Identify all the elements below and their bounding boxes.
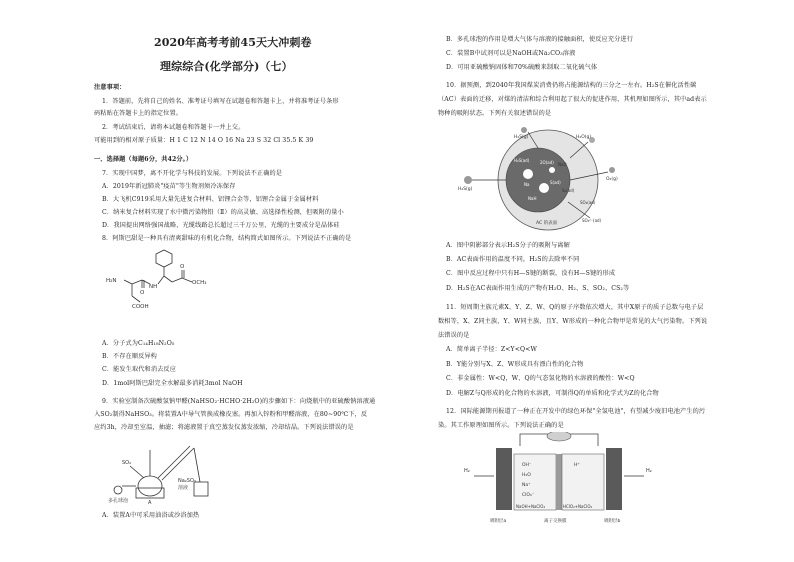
- q10-stem-line: 10．据预测，到2040年我国煤炭消费仍将占能源结构的三分之一左右。H₂S在催化活性碳: [446, 82, 697, 89]
- q7-option-c: C．纳米复合材料实现了水中微污染物铅（Ⅱ）的高灵敏、高选择性检测，但吸附的量小: [102, 209, 344, 216]
- mech-s2: S₂(ad): [562, 188, 575, 193]
- mech-h2s-top: H₂S(g): [514, 135, 529, 140]
- cell-elec-a: 吸附层a: [490, 519, 507, 524]
- mech-o-ad: 2O(ad): [540, 160, 554, 165]
- mech-so2: SO₂(ad): [580, 200, 596, 205]
- exam-title: 2020年高考考前45天大冲刺卷: [154, 36, 312, 49]
- cell-h2-right: H₂: [646, 468, 652, 474]
- q9-stem-line: 9．实验室制备次硫酸氢钠甲醛(NaHSO₂·HCHO·2H₂O)的步骤如下：向烧瓶中的亚硫酸钠溶液通: [102, 398, 376, 405]
- electrode-a: [496, 448, 512, 510]
- cell-elec-b: 吸附层b: [604, 519, 621, 524]
- mech-nao: NaO: [558, 162, 567, 167]
- struct-nh: NH: [149, 284, 158, 290]
- ion-exchange-membrane: [556, 454, 562, 510]
- q8-option-a: A．分子式为C₁₄H₁₈N₂O₅: [102, 340, 175, 347]
- cell-diagram: [460, 432, 660, 530]
- q10-option-d: D．H₂S在AC表面作用生成的产物有H₂O、H₂、S、SO₂、CS₂等: [446, 285, 630, 292]
- q7-option-b: B．大飞机C919采用大量先进复合材料、铝锂合金等，铝锂合金属于金属材料: [102, 196, 319, 203]
- q7-option-d: D．我国提出网络强国战略，光缆线路总长超过三千万公里，光缆的主要成分是晶体硅: [102, 222, 340, 229]
- q8-option-b: B．不存在顺反异构: [102, 353, 157, 360]
- q7-option-a: A．2019年新冠肺炎"疫苗"等生物剂须冷冻保存: [102, 183, 236, 190]
- notice-item: 2．考试结束后，请将本试题卷和答题卡一并上交。: [102, 124, 245, 131]
- atomic-masses: 可能用到的相对原子质量：H 1 C 12 N 14 O 16 Na 23 S 32 Cl 35.5 K 39: [94, 137, 314, 144]
- q11-option-a: A．简单离子半径：Z<Y<Q<W: [446, 346, 537, 353]
- q12-stem-line: 12．国际能源期刊报道了一种正在开发中的绿色环保"全氢电池"，有望减少废旧电池产生的污: [446, 408, 706, 415]
- q7-stem: 7．实现中国梦，离不开化学与科技的发展。下列说法不正确的是: [102, 170, 283, 177]
- left-column: [94, 0, 394, 562]
- q8-option-c: C．能发生取代和消去反应: [102, 366, 176, 373]
- q12-stem-line: 染。其工作原理如图所示。下列说法正确的是: [438, 422, 564, 429]
- mech-h2s-left: H₂S(g): [458, 187, 473, 192]
- cell-na: Na⁺: [522, 483, 531, 488]
- q8-option-d: D．1mol阿斯巴甜完全水解最多消耗3mol NaOH: [102, 380, 243, 387]
- q10-option-a: A．图中阴影部分表示H₂S分子的吸附与离解: [446, 242, 570, 249]
- q11-stem-line: 11．短周期主族元素X、Y、Z、W、Q的原子序数依次增大，其中X原子的质子总数与电子层: [446, 304, 704, 311]
- mechanism-diagram: [458, 122, 638, 234]
- electrode-b: [606, 448, 622, 510]
- q11-option-d: D．电解Z与Q形成的化合物的水溶液，可制得Q的单质和化学式为Z的化合物: [446, 390, 659, 397]
- cell-left-sol: NaOH+NaClO₄: [516, 504, 546, 509]
- apparatus-figure: [108, 436, 228, 506]
- app-stir: 多孔球泡: [108, 498, 129, 504]
- struct-cooh: COOH: [132, 304, 149, 310]
- q10-option-c: C．图中反应过程中只有H—S键的断裂，没有H—S键的形成: [446, 270, 616, 277]
- struct-och3: OCH₃: [192, 280, 207, 286]
- q9-stem-line: 应约3h，冷却至室温，抽滤；将滤液置于真空蒸发仪蒸发浓缩，冷却结晶。下列说法错误的是: [94, 424, 354, 431]
- section-heading: 一、选择题（每题6分，共42分。）: [94, 156, 193, 163]
- cell-h2-left: H₂: [464, 468, 470, 474]
- q10-stem-line: 物种的吸附状态。下列有关叙述错误的是: [438, 110, 552, 117]
- mech-h2o: H₂O(g): [576, 135, 592, 140]
- struct-o-bottom: O: [140, 290, 145, 296]
- mech-so4: SO₄²⁻(ad): [582, 218, 602, 223]
- q8-stem: 8．阿斯巴甜是一种具有清爽甜味的有机化合物，结构简式如图所示。下列说法不正确的是: [102, 235, 352, 242]
- app-na2so3: Na₂SO₃: [178, 478, 196, 484]
- q9-option-a: A．装置A中可采用油浴或沙浴加热: [102, 512, 200, 519]
- mech-ac: AC 的表面: [536, 221, 558, 226]
- q11-stem-line: 数相等，X、Z同主族，Y、W同主族，且Y、W形成的一种化合物甲是常见的大气污染物。下列说: [438, 318, 708, 325]
- q10-option-b: B．AC表面作用的温度不同，H₂S的去除率不同: [446, 256, 580, 263]
- q9-option-b: B．多孔球泡的作用是增大气体与溶液的接触面积，使反应充分进行: [446, 36, 633, 43]
- exam-subtitle: 理综综合(化学部分)（七）: [160, 60, 293, 73]
- notice-item: 1．答题前，先将自己的姓名、准考证号填写在试题卷和答题卡上，并将准考证号条形: [102, 98, 339, 105]
- q11-option-c: C．非金属性：W<Q，W、Q的气态氢化物的水溶液的酸性：W<Q: [446, 375, 635, 382]
- right-column: [438, 0, 750, 562]
- cell-right-sol: HClO₄+NaClO₄: [563, 504, 593, 509]
- notice-item: 码粘贴在答题卡上的指定位置。: [94, 110, 183, 117]
- app-solution: 溶液: [178, 485, 189, 491]
- app-so2: SO₂: [122, 460, 132, 466]
- q9-option-d: D．可用亚硫酸钠固体和70%硫酸来制取二氧化硫气体: [446, 64, 598, 71]
- mech-nah: NaH: [528, 196, 537, 201]
- cell-oh: OH⁻: [522, 463, 532, 468]
- aspartame-structure: [102, 246, 242, 326]
- struct-h2n: H₂N: [106, 278, 117, 284]
- cell-h-plus: H⁺: [574, 463, 580, 468]
- mech-s-ad: S(ad): [550, 180, 561, 185]
- struct-o-top: O: [180, 264, 185, 270]
- q11-stem-line: 法错误的是: [438, 332, 470, 339]
- mech-h2s-ad: H₂S(ad): [514, 158, 530, 163]
- q9-option-c: C．装置B中试剂可以是NaOH或Na₂CO₃溶液: [446, 50, 576, 57]
- q9-stem-line: 入SO₂制得NaHSO₃。将装置A中导气管换成橡皮塞。再加入锌粉和甲醛溶液，在80~90℃下，反: [94, 411, 368, 418]
- cell-membrane: 离子交换膜: [544, 519, 567, 524]
- mech-o2: O₂(g): [606, 177, 618, 182]
- q11-option-b: B．Y能分别与X、Z、W形成具有漂白性的化合物: [446, 361, 584, 368]
- notice-heading: 注意事项：: [94, 84, 126, 91]
- cell-clo4: ClO₄⁻: [522, 493, 535, 498]
- q10-stem-line: （AC）表面的迁移，对煤的清洁和综合利用起了很大的促进作用，其机理如图所示，其中ad表示: [438, 96, 707, 103]
- cell-h2o: H₂O: [522, 473, 531, 478]
- app-a: A: [148, 500, 152, 506]
- mech-na: Na: [524, 182, 530, 187]
